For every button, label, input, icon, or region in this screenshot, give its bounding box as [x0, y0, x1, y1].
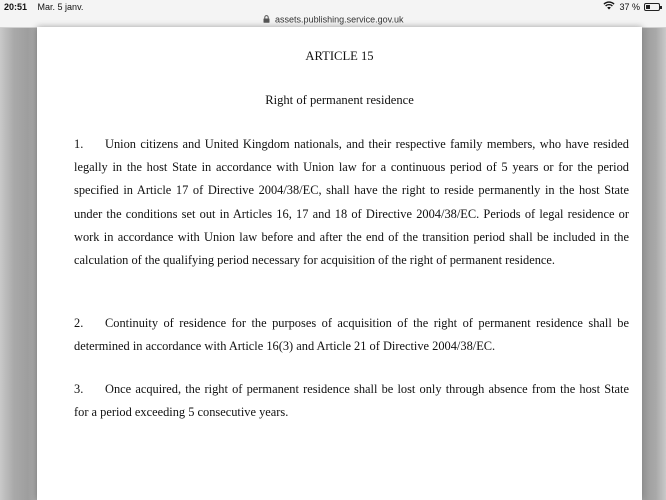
paragraph-3 — [74, 378, 629, 424]
paragraph-text: Continuity of residence for the purposes of acquisition of the right of permanent residence shall be determined in accordance with Article 16(3) and Article 21 of Directive 2004/38/EC. — [74, 316, 629, 354]
battery-percent: 37 % — [619, 1, 640, 12]
status-right — [603, 1, 660, 12]
battery-fill — [646, 5, 650, 9]
document-page — [37, 27, 642, 500]
status-left — [4, 2, 83, 12]
status-time: 20:51 — [4, 2, 28, 12]
paragraph-text: Union citizens and United Kingdom nationals, and their respective family members, who have resided legally in the host State in accordance with Union law for a continuous period of 5 years or for the period specified in Article 17 of Directive 2004/38/EC, shall have the right to reside permanently in the host State under the conditions set out in Articles 16, 17 and 18 of Directive 2004/38/EC. Periods of legal residence or work in accordance with Union law before and after the end of the transition period shall be included in the calculation of the qualifying period necessary for acquisition of the right of permanent residence. — [74, 137, 629, 268]
lock-icon — [263, 15, 270, 25]
paragraph-number: 3. — [74, 382, 84, 396]
status-bar — [0, 0, 666, 14]
paragraph-1 — [74, 133, 629, 272]
paragraph-2 — [74, 312, 629, 358]
wifi-icon — [603, 1, 615, 12]
address-bar[interactable] — [0, 14, 666, 28]
paragraph-number: 1. — [74, 137, 84, 151]
battery-icon — [644, 3, 660, 11]
article-title: ARTICLE 15 — [305, 49, 374, 63]
paragraph-number: 2. — [74, 316, 84, 330]
url-text[interactable]: assets.publishing.service.gov.uk — [275, 14, 404, 25]
status-date: Mar. 5 janv. — [37, 2, 84, 12]
article-subtitle: Right of permanent residence — [265, 93, 414, 107]
page-background-right — [638, 28, 666, 500]
paragraph-text: Once acquired, the right of permanent residence shall be lost only through absence from the host State for a period exceeding 5 consecutive years. — [74, 382, 629, 420]
